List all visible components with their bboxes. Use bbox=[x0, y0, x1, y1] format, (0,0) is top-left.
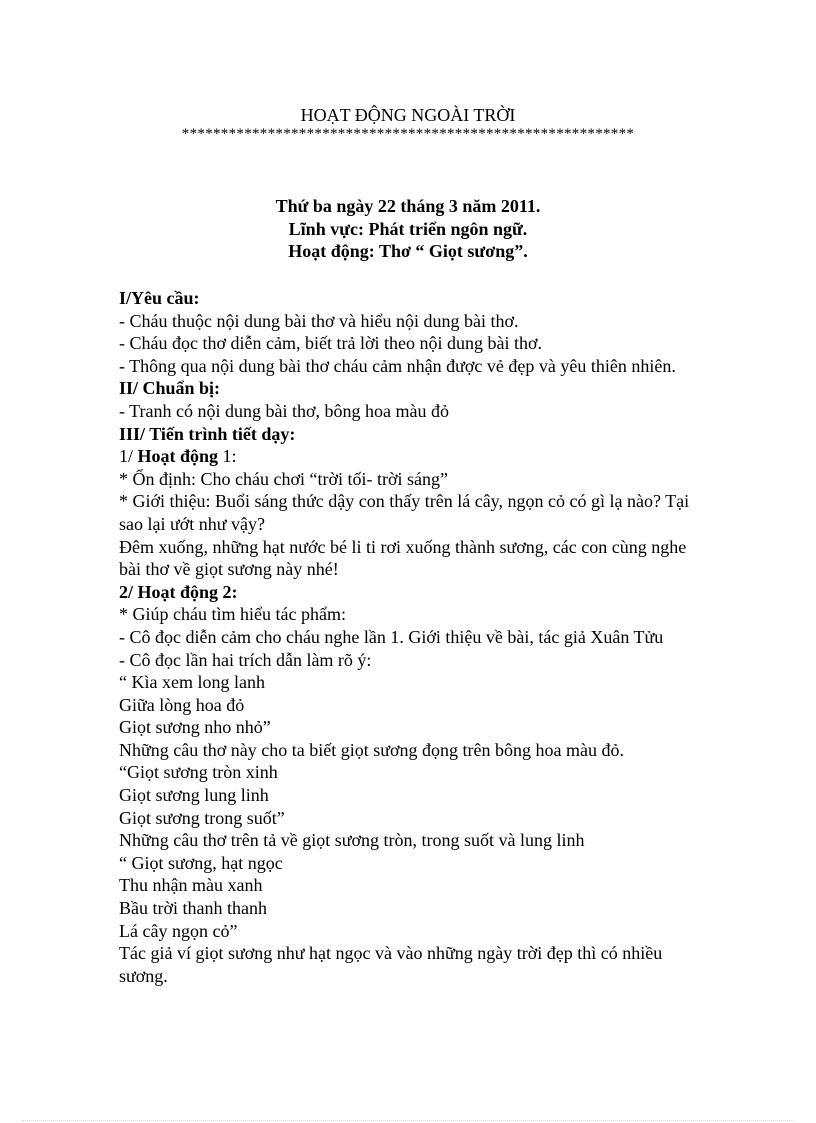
poem-line: Lá cây ngọn cỏ” bbox=[119, 920, 238, 941]
poem-line: Giọt sương nho nhỏ” bbox=[119, 717, 271, 738]
requirement-item: - Cháu đọc thơ diễn cảm, biết trả lời theo nội dung bài thơ. bbox=[119, 333, 542, 354]
activity-1-suffix: 1: bbox=[218, 446, 237, 467]
poem-line: Bầu trời thanh thanh bbox=[119, 898, 267, 919]
activity-1-line: * Ổn định: Cho cháu chơi “trời tối- trời sáng” bbox=[119, 468, 448, 489]
field-line: Lĩnh vực: Phát triển ngôn ngữ. bbox=[288, 218, 528, 239]
poem-line: “ Giọt sương, hạt ngọc bbox=[119, 852, 283, 873]
preparation-item: - Tranh có nội dung bài thơ, bông hoa màu đỏ bbox=[119, 400, 449, 421]
activity-2-line: - Cô đọc diễn cảm cho cháu nghe lần 1. Giới thiệu về bài, tác giả Xuân Tửu bbox=[119, 626, 664, 647]
section-heading-requirements: I/Yêu cầu: bbox=[119, 288, 200, 308]
activity-2-line: * Giúp cháu tìm hiểu tác phẩm: bbox=[119, 604, 346, 625]
poem-line: “Giọt sương tròn xinh bbox=[119, 762, 278, 783]
lesson-body bbox=[119, 287, 699, 987]
lesson-header bbox=[0, 195, 816, 263]
poem-line: Giọt sương lung linh bbox=[119, 785, 269, 806]
activity-line: Hoạt động: Thơ “ Giọt sương”. bbox=[288, 241, 528, 262]
requirement-item: - Cháu thuộc nội dung bài thơ và hiểu nội dung bài thơ. bbox=[119, 310, 519, 331]
poem-commentary: Tác giả ví giọt sương như hạt ngọc và vào những ngày trời đẹp thì có nhiều sương. bbox=[119, 943, 663, 986]
activity-1-line: Đêm xuống, những hạt nước bé li ti rơi xuống thành sương, các con cùng nghe bài thơ về giọt sương này nhé! bbox=[119, 536, 687, 580]
activity-1-line: * Giới thiệu: Buổi sáng thức dậy con thấy trên lá cây, ngọn cỏ có gì lạ nào? Tại sao lại ướt như vậy? bbox=[119, 491, 690, 534]
separator-line: ********************************************************** bbox=[181, 126, 635, 142]
section-heading-procedure: III/ Tiến trình tiết dạy: bbox=[119, 423, 296, 444]
document-title: HOẠT ĐỘNG NGOÀI TRỜI bbox=[300, 105, 516, 125]
poem-line: “ Kìa xem long lanh bbox=[119, 672, 265, 693]
poem-line: Thu nhận màu xanh bbox=[119, 875, 263, 896]
page-bottom-divider bbox=[22, 1120, 794, 1121]
poem-line: Giọt sương trong suốt” bbox=[119, 807, 285, 828]
requirement-item: - Thông qua nội dung bài thơ cháu cảm nhận được vẻ đẹp và yêu thiên nhiên. bbox=[119, 355, 676, 376]
activity-1-bold: Hoạt động bbox=[137, 446, 219, 467]
poem-commentary: Những câu thơ này cho ta biết giọt sương đọng trên bông hoa màu đỏ. bbox=[119, 739, 624, 760]
poem-line: Giữa lòng hoa đỏ bbox=[119, 694, 245, 715]
poem-commentary: Những câu thơ trên tả về giọt sương tròn, trong suốt và lung linh bbox=[119, 830, 585, 851]
activity-1-heading bbox=[119, 445, 699, 468]
activity-2-heading: 2/ Hoạt động 2: bbox=[119, 581, 238, 602]
activity-1-prefix: 1/ bbox=[119, 446, 138, 467]
activity-2-line: - Cô đọc lần hai trích dẫn làm rõ ý: bbox=[119, 649, 372, 670]
section-heading-preparation: II/ Chuẩn bị: bbox=[119, 378, 221, 399]
date-line: Thứ ba ngày 22 tháng 3 năm 2011. bbox=[275, 196, 541, 216]
